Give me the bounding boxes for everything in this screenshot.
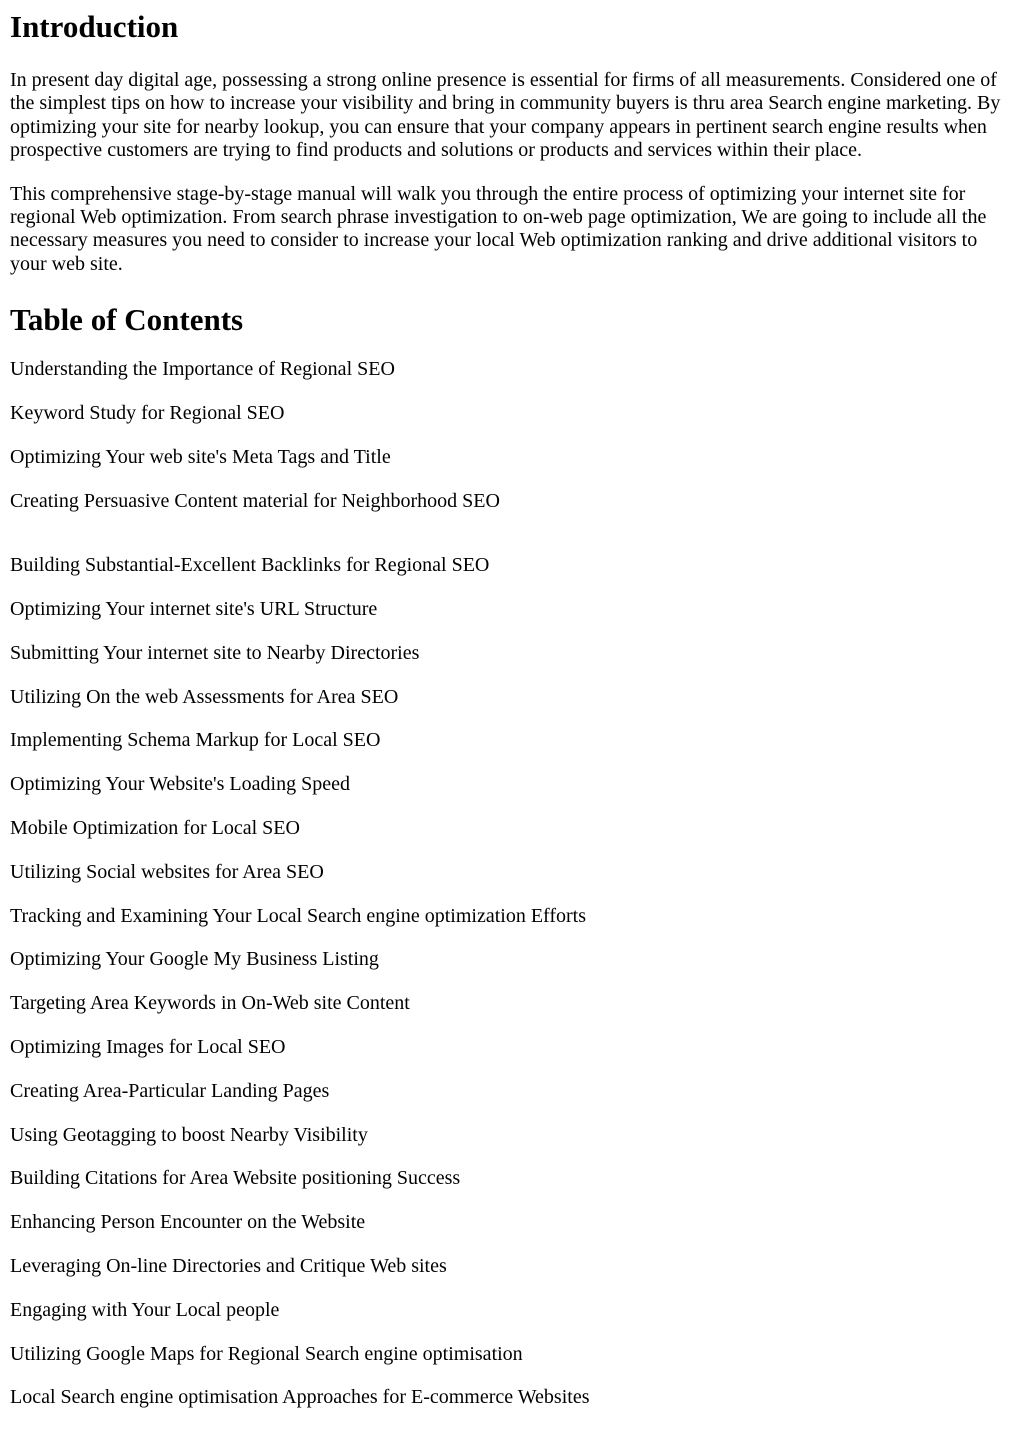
toc-item: Mobile Optimization for Local SEO	[10, 817, 300, 840]
toc-item: Targeting Area Keywords in On-Web site Content	[10, 992, 410, 1015]
toc-item: Optimizing Your Website's Loading Speed	[10, 773, 350, 796]
toc-heading: Table of Contents	[10, 302, 244, 338]
toc-item: Engaging with Your Local people	[10, 1298, 280, 1321]
toc-list	[10, 358, 1014, 1430]
toc-item: Creating Persuasive Content material for Neighborhood SEO	[10, 489, 500, 512]
toc-item: Creating Area-Particular Landing Pages	[10, 1079, 330, 1102]
toc-item: Understanding the Importance of Regional SEO	[10, 358, 395, 381]
toc-item: Utilizing Social websites for Area SEO	[10, 860, 324, 883]
toc-item: Tracking and Examining Your Local Search engine optimization Efforts	[10, 904, 587, 927]
intro-heading: Introduction	[10, 9, 179, 44]
toc-item: Optimizing Your web site's Meta Tags and Title	[10, 445, 391, 468]
toc-item: Optimizing Images for Local SEO	[10, 1036, 286, 1058]
intro-paragraph-1: In present day digital age, possessing a strong online presence is essential for firms of all measurements. Considered one of the simplest tips on how to increase your visibility and bring in community buyers is thru area Search engine marketing. By optimizing your site for nearby lookup, you can ensure that your company appears in pertinent search engine results when prospective customers are trying to find products and solutions or products and services within their place.	[10, 69, 1001, 162]
toc-item: Local Search engine optimisation Approaches for E-commerce Websites	[10, 1386, 590, 1409]
toc-item: Optimizing Your Google My Business Listing	[10, 948, 379, 971]
toc-item: Leveraging On-line Directories and Critique Web sites	[10, 1254, 447, 1277]
toc-item: Implementing Schema Markup for Local SEO	[10, 729, 381, 752]
toc-item: Keyword Study for Regional SEO	[10, 402, 285, 425]
intro-paragraph-2: This comprehensive stage-by-stage manual will walk you through the entire process of optimizing your internet site for regional Web optimization. From search phrase investigation to on-web page optimization, We are going to include all the necessary measures you need to consider to increase your local Web optimization ranking and drive additional visitors to your web site.	[10, 182, 987, 275]
toc-item: Building Citations for Area Website positioning Success	[10, 1167, 461, 1190]
toc-item: Using Geotagging to boost Nearby Visibility	[10, 1123, 368, 1146]
toc-item: Enhancing Person Encounter on the Website	[10, 1211, 366, 1234]
toc-item: Optimizing Your internet site's URL Structure	[10, 598, 378, 621]
toc-item: Building Substantial-Excellent Backlinks for Regional SEO	[10, 554, 490, 577]
toc-item: Submitting Your internet site to Nearby Directories	[10, 641, 420, 664]
toc-item: Utilizing On the web Assessments for Area SEO	[10, 685, 399, 708]
toc-item: Utilizing Google Maps for Regional Search engine optimisation	[10, 1342, 523, 1365]
